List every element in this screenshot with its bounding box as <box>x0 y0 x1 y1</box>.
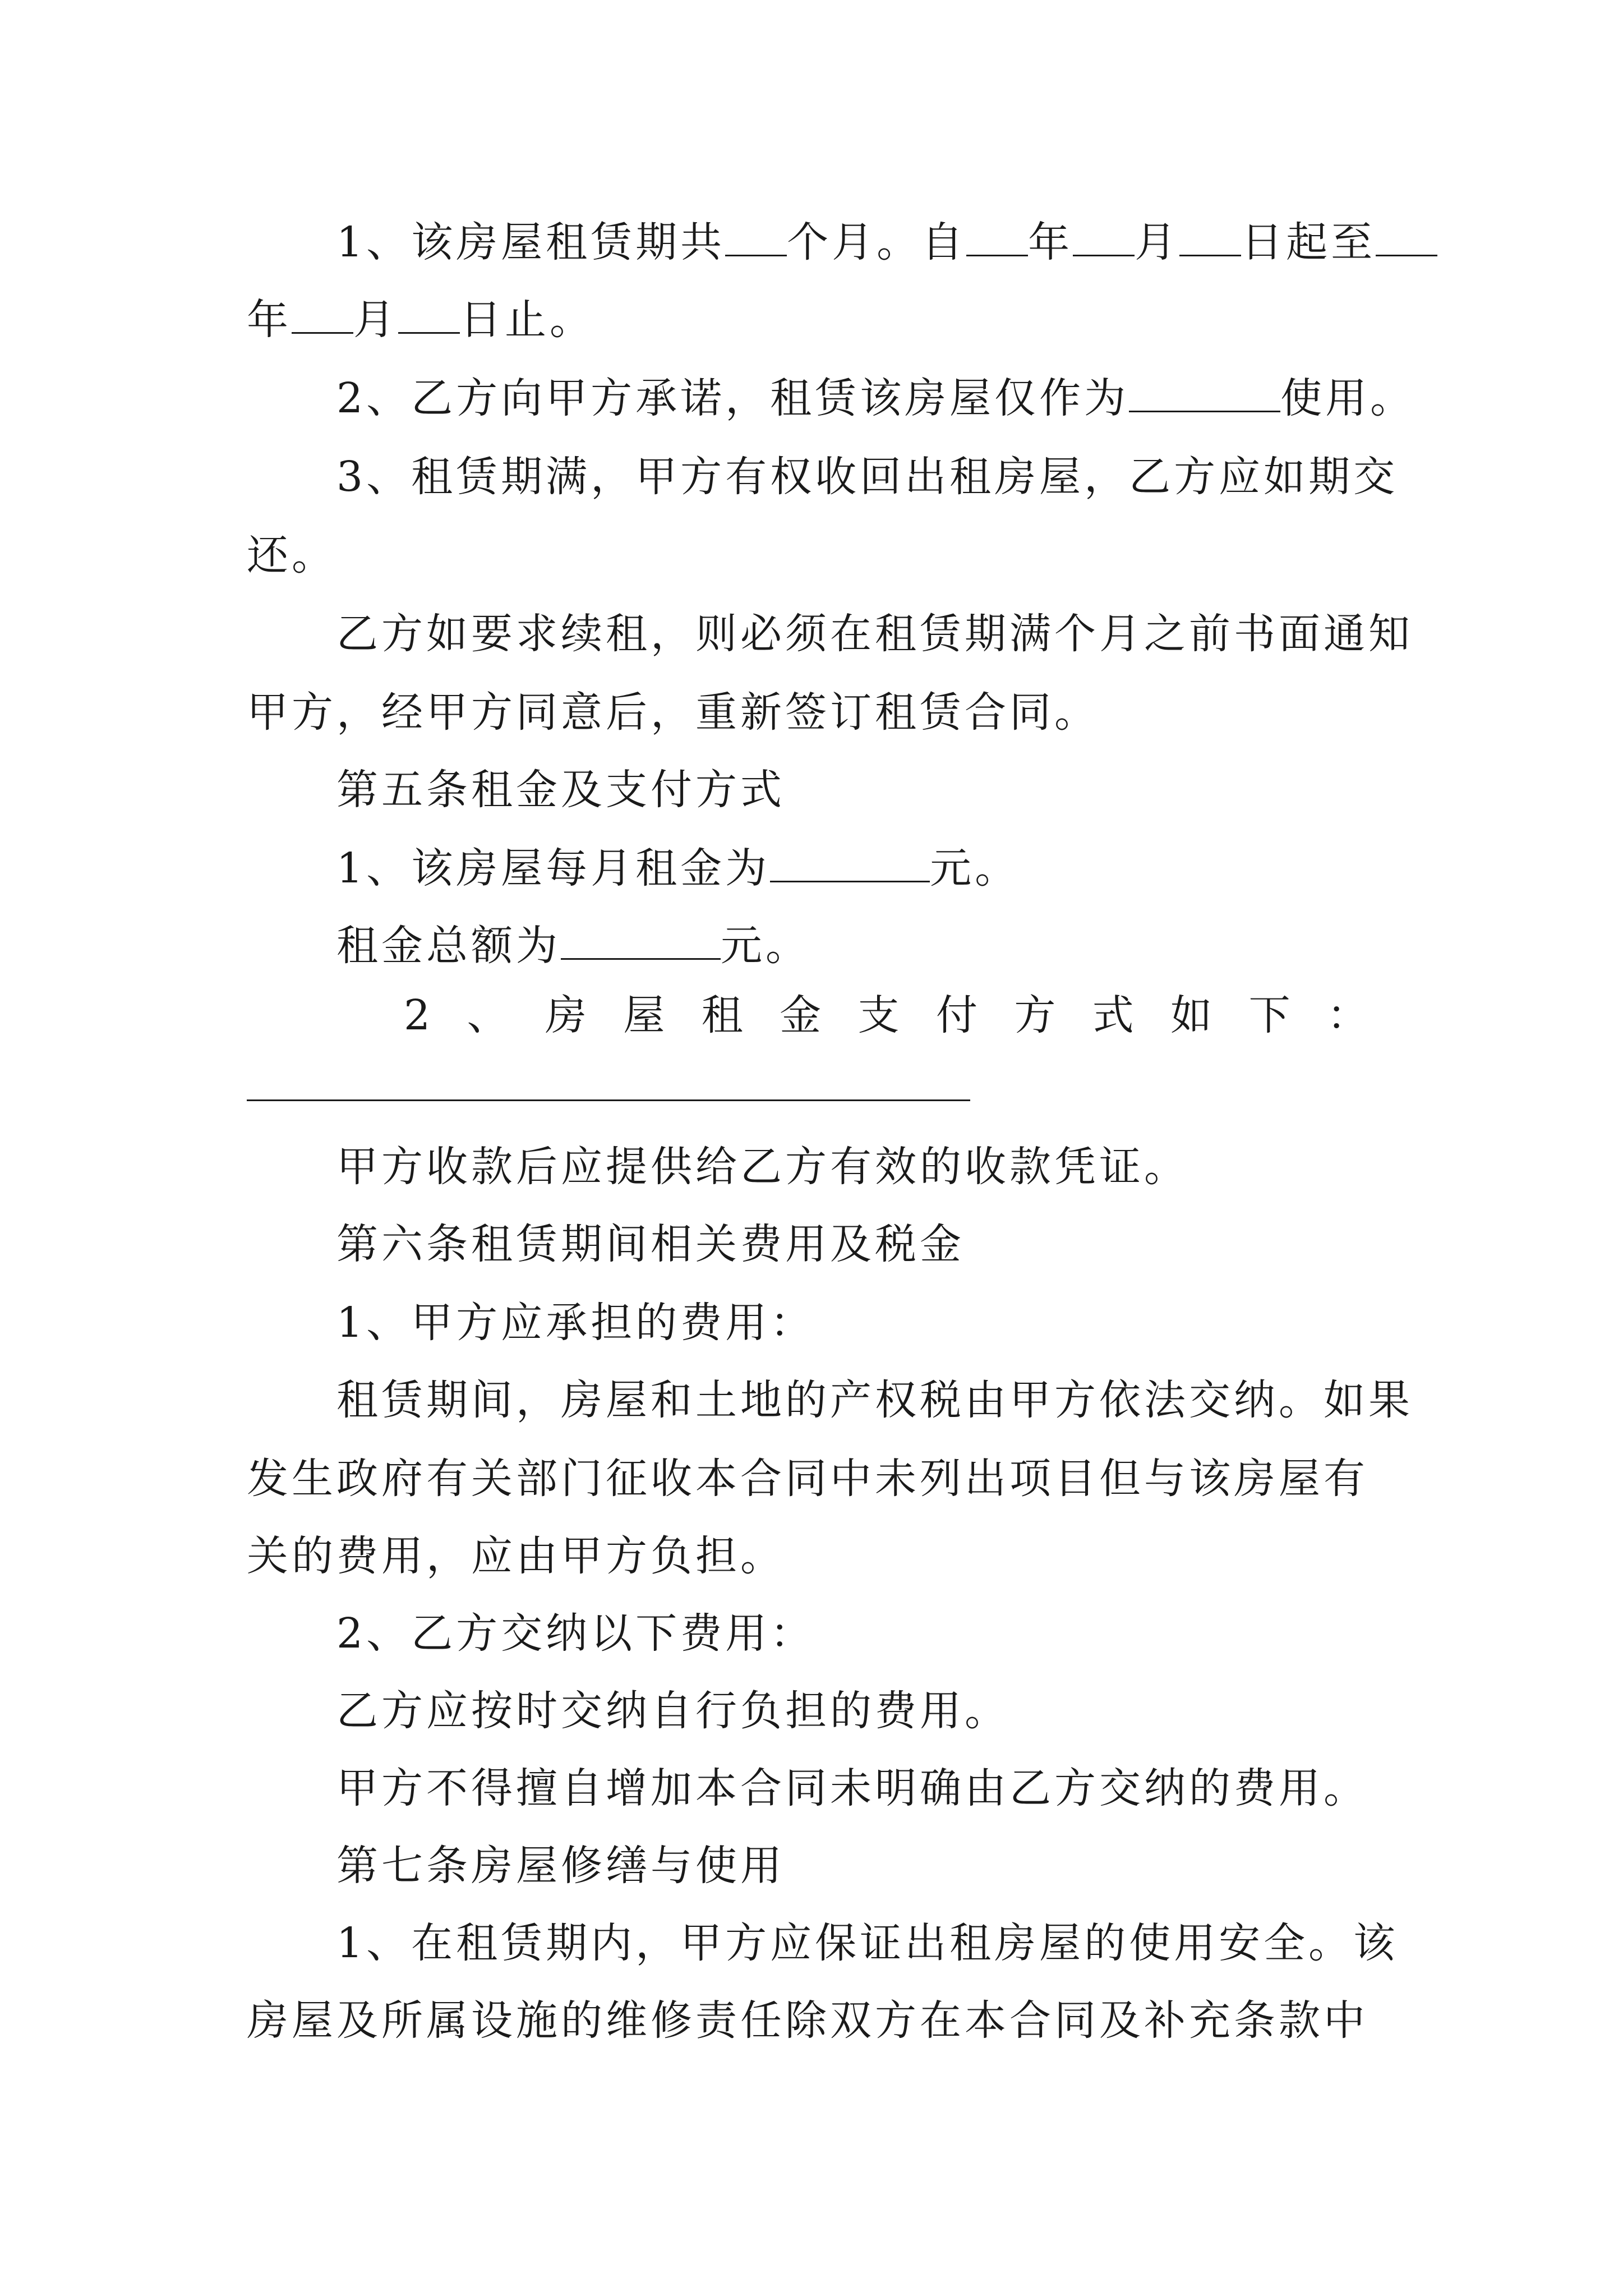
clause-total-rent <box>336 918 810 974</box>
clause-party-a-fees-line-2: 发生政府有关部门征收本合同中未列出项目但与该房屋有 <box>247 1455 1368 1503</box>
usage-end-text: 使用。 <box>1280 374 1415 422</box>
clause-party-b-fees-heading: 2、乙方交纳以下费用： <box>336 1609 815 1658</box>
clause-usage <box>336 370 1415 426</box>
end-day-blank <box>398 293 460 334</box>
start-year-blank <box>966 215 1028 256</box>
start-month-blank <box>1073 215 1135 256</box>
payment-char: 付 <box>935 991 978 1039</box>
monthly-rent-text: 1、该房屋每月租金为 <box>336 844 771 892</box>
clause-party-b-fees-text: 乙方应按时交纳自行负担的费用。 <box>336 1687 1009 1735</box>
clause-monthly-rent <box>336 840 1020 896</box>
clause-party-a-fees-heading: 1、甲方应承担的费用： <box>336 1299 815 1347</box>
payment-char: 房 <box>545 991 587 1039</box>
clause-lease-term-line-1 <box>336 214 1437 270</box>
payment-char: 式 <box>1092 991 1134 1039</box>
clause-lease-term-line-2 <box>247 292 594 348</box>
clause-payment-method <box>404 987 1368 1043</box>
months-blank <box>725 215 787 256</box>
clause-repair-line-2: 房屋及所属设施的维修责任除双方在本合同及补充条款中 <box>247 1996 1368 2045</box>
total-rent-blank <box>561 919 721 960</box>
yuan-label: 元。 <box>930 844 1020 892</box>
month-label: 月 <box>1135 218 1180 266</box>
yuan-label: 元。 <box>721 922 810 970</box>
until-text: 日起至 <box>1241 218 1376 266</box>
payment-char: 、 <box>467 991 509 1039</box>
monthly-rent-blank <box>770 841 930 882</box>
year-label: 年 <box>1028 218 1073 266</box>
article-7-heading: 第七条房屋修缮与使用 <box>336 1842 785 1890</box>
end-year-blank <box>1376 215 1437 256</box>
month-label: 月 <box>353 296 398 344</box>
usage-text: 2、乙方向甲方承诺，租赁该房屋仅作为 <box>336 374 1129 422</box>
end-month-blank <box>292 293 353 334</box>
year-label: 年 <box>247 296 292 344</box>
article-5-heading: 第五条租金及支付方式 <box>336 766 785 814</box>
start-day-blank <box>1179 215 1241 256</box>
total-rent-text: 租金总额为 <box>336 922 561 970</box>
payment-char: ： <box>1326 991 1368 1039</box>
payment-char: 如 <box>1170 991 1212 1039</box>
payment-char: 2 <box>404 991 431 1039</box>
payment-char: 金 <box>780 991 822 1039</box>
payment-char: 租 <box>701 991 743 1039</box>
payment-char: 下 <box>1248 991 1290 1039</box>
clause-repair-line-1: 1、在租赁期内，甲方应保证出租房屋的使用安全。该 <box>336 1919 1399 1967</box>
clause-renewal-line-2: 甲方，经甲方同意后，重新签订租赁合同。 <box>247 688 1099 737</box>
clause-expiry-line-2: 还。 <box>247 531 336 579</box>
lease-from-text: 个月。自 <box>787 218 967 266</box>
clause-receipt: 甲方收款后应提供给乙方有效的收款凭证。 <box>336 1143 1189 1191</box>
clause-party-a-fees-line-3: 关的费用，应由甲方负担。 <box>247 1532 785 1580</box>
payment-method-blank-line <box>247 1099 970 1101</box>
payment-char: 屋 <box>623 991 665 1039</box>
clause-expiry-line-1: 3、租赁期满，甲方有权收回出租房屋，乙方应如期交 <box>336 453 1399 501</box>
usage-blank <box>1129 371 1280 412</box>
article-6-heading: 第六条租赁期间相关费用及税金 <box>336 1220 965 1268</box>
clause-no-extra-fees: 甲方不得擅自增加本合同未明确由乙方交纳的费用。 <box>336 1764 1368 1812</box>
clause-renewal-line-1: 乙方如要求续租，则必须在租赁期满个月之前书面通知 <box>336 610 1413 658</box>
clause-party-a-fees-line-1: 租赁期间，房屋和土地的产权税由甲方依法交纳。如果 <box>336 1376 1413 1424</box>
payment-char: 支 <box>857 991 900 1039</box>
end-text: 日止。 <box>460 296 594 344</box>
lease-term-text: 1、该房屋租赁期共 <box>336 218 726 266</box>
payment-char: 方 <box>1014 991 1056 1039</box>
